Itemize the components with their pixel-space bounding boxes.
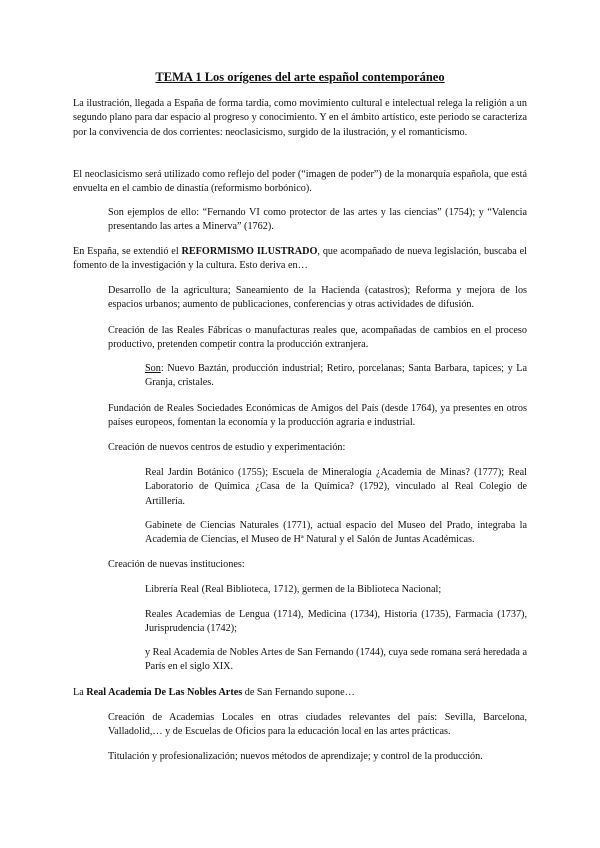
- paragraph-natural-sciences: Gabinete de Ciencias Naturales (1771), actual espacio del Museo del Prado, integraba la Academia de Ciencias, el Museo de Hª Natural y el Salón de Juntas Académicas.: [145, 520, 527, 546]
- factories-label: Son: [145, 363, 161, 374]
- paragraph-institutions: Creación de nuevas instituciones:: [108, 559, 245, 570]
- paragraph-reformism: [73, 245, 527, 274]
- paragraph-study-centers: Creación de nuevos centros de estudio y experimentación:: [108, 442, 346, 453]
- paragraph-royal-factories: Creación de las Reales Fábricas o manufacturas reales que, acompañadas de cambios en el proceso productivo, pretenden competir contra la producción extranjera.: [108, 325, 527, 351]
- page-title: [0, 70, 600, 85]
- paragraph-real-academia: [73, 686, 527, 700]
- reformism-post: , que acompañado de nueva legislación, buscaba el fomento de la investigación y la cultura. Esto deriva en…: [73, 246, 527, 272]
- paragraph-botanic-garden: Real Jardín Botánico (1755); Escuela de Mineralogía ¿Academia de Minas? (1777); Real Laboratorio de Química ¿Casa de la Química? (1792), vinculado al Real Colegio de Artillería.: [145, 467, 527, 507]
- paragraph-economic-societies: Fundación de Reales Sociedades Económicas de Amigos del País (desde 1764), ya presentes en otros países europeos, fomentan la economía y la producción agraria e industrial.: [108, 403, 527, 429]
- academia-bold: Real Academia De Las Nobles Artes: [86, 687, 243, 698]
- factories-text: : Nuevo Baztán, producción industrial; Retiro, porcelanas; Santa Barbara, tapices; y La Granja, cristales.: [145, 363, 527, 389]
- academia-post: de San Fernando supone…: [242, 687, 355, 698]
- academia-pre: La: [73, 687, 87, 698]
- reformism-bold: REFORMISMO ILUSTRADO: [181, 246, 318, 257]
- paragraph-intro: La ilustración, llegada a España de forma tardía, como movimiento cultural e intelectual relega la religión a un segundo plano para dar espacio al progreso y conocimiento. Y en el ámbito artístico, este periodo se caracteriza por la convivencia de dos corrientes: neoclasicismo, surgido de la ilustración, y el romanticismo.: [73, 98, 527, 138]
- paragraph-neoclassicism: El neoclasicismo será utilizado como reflejo del poder (“imagen de poder”) de la monarquía española, que está envuelta en el cambio de dinastía (reformismo borbónico).: [73, 169, 527, 195]
- reformism-pre: En España, se extendió el: [73, 246, 182, 257]
- paragraph-academies: Reales Academias de Lengua (1714), Medicina (1734), Historia (1735), Farmacia (1737), Jurisprudencia (1742);: [145, 609, 527, 635]
- paragraph-royal-library: Librería Real (Real Biblioteca, 1712), germen de la Biblioteca Nacional;: [145, 584, 442, 595]
- page-title-text: TEMA 1 Los orígenes del arte español contemporáneo: [155, 70, 445, 84]
- paragraph-development: Desarrollo de la agricultura; Saneamiento de la Hacienda (catastros); Reforma y mejora de los espacios urbanos; aumento de publicaciones, conferencias y otras actividades de difusión.: [108, 285, 527, 311]
- paragraph-examples: Son ejemplos de ello: “Fernando VI como protector de las artes y las ciencias” (1754); y “Valencia presentando las artes a Minerva” (1762).: [108, 207, 527, 233]
- paragraph-titulation: Titulación y profesionalización; nuevos métodos de aprendizaje; y control de la producción.: [108, 751, 483, 762]
- paragraph-san-fernando: y Real Academia de Nobles Artes de San Fernando (1744), cuya sede romana será heredada a París en el siglo XIX.: [145, 647, 527, 673]
- paragraph-factories-list: [145, 362, 527, 391]
- paragraph-local-academies: Creación de Academias Locales en otras ciudades relevantes del país: Sevilla, Barcelona, Valladolid,… y de Escuelas de Oficios para la educación local en las artes prácticas.: [108, 712, 527, 738]
